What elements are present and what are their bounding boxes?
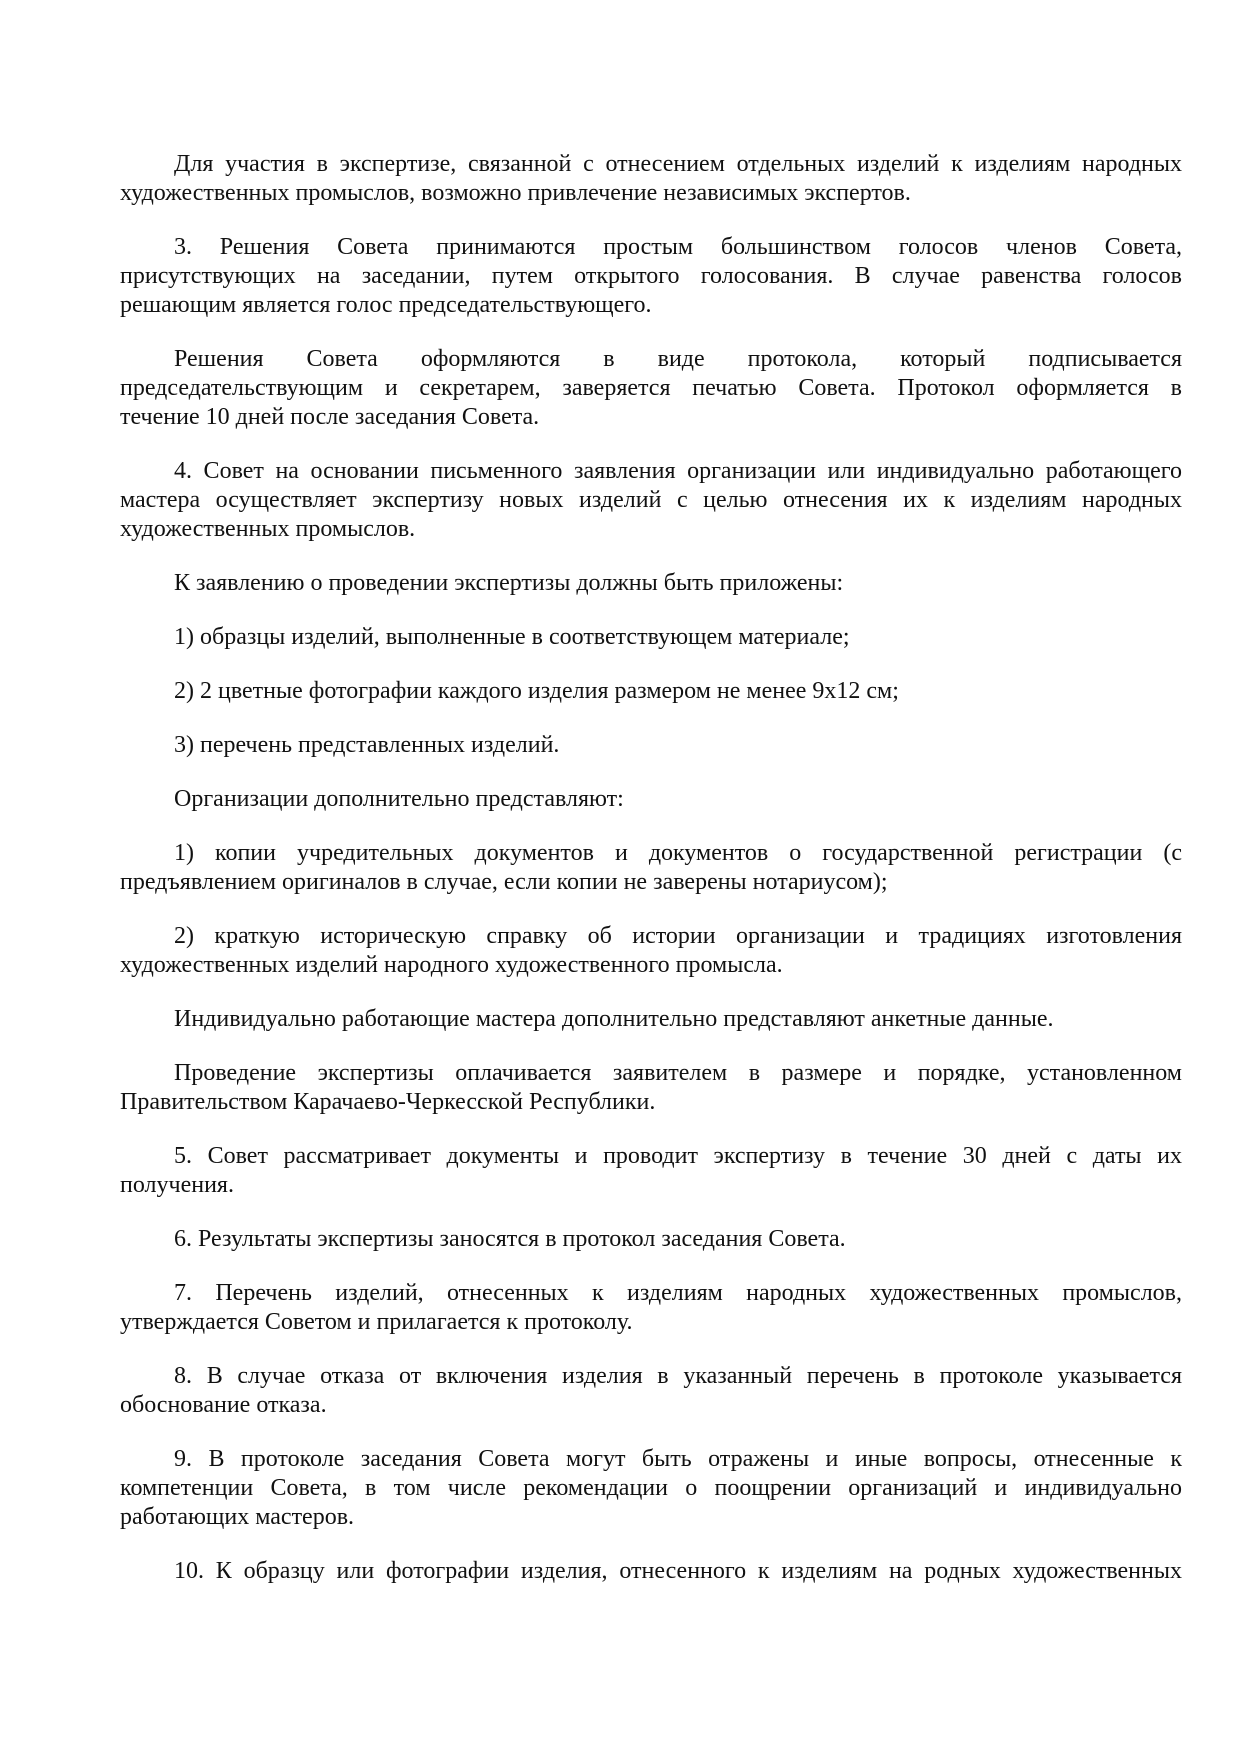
paragraph: [120, 922, 1182, 980]
text-line: получения.: [120, 1172, 234, 1198]
paragraph: [120, 233, 1182, 320]
text-line: Организации дополнительно представляют:: [174, 786, 624, 812]
paragraph: [120, 1445, 1182, 1532]
text-line: художественных промыслов.: [120, 516, 416, 542]
paragraph: [120, 839, 1182, 897]
text-line: компетенции Совета, в том числе рекомендации о поощрении организаций и индивидуально: [120, 1475, 1182, 1501]
paragraph: [120, 731, 1182, 760]
text-line: утверждается Советом и прилагается к протоколу.: [120, 1309, 633, 1335]
paragraph: [120, 1005, 1182, 1034]
paragraph: [120, 1279, 1182, 1337]
text-line: Для участия в экспертизе, связанной с отнесением отдельных изделий к изделиям народных: [174, 151, 1182, 177]
paragraph: [120, 457, 1182, 544]
text-line: предъявлением оригиналов в случае, если копии не заверены нотариусом);: [120, 869, 888, 895]
text-line: 4. Совет на основании письменного заявления организации или индивидуально работающего: [174, 458, 1182, 484]
paragraph: [120, 569, 1182, 598]
paragraph: [120, 677, 1182, 706]
text-line: мастера осуществляет экспертизу новых изделий с целью отнесения их к изделиям народных: [120, 487, 1182, 513]
text-line: 2) 2 цветные фотографии каждого изделия размером не менее 9x12 см;: [174, 678, 899, 704]
text-line: Решения Совета оформляются в виде протокола, который подписывается: [174, 346, 1182, 372]
text-line: присутствующих на заседании, путем открытого голосования. В случае равенства голосов: [120, 263, 1182, 289]
text-line: Индивидуально работающие мастера дополнительно представляют анкетные данные.: [174, 1006, 1054, 1032]
paragraph: [120, 785, 1182, 814]
paragraph: [120, 1557, 1182, 1586]
text-line: работающих мастеров.: [120, 1504, 355, 1530]
text-line: 1) копии учредительных документов и документов о государственной регистрации (с: [174, 840, 1182, 866]
text-line: течение 10 дней после заседания Совета.: [120, 404, 540, 430]
text-line: 3. Решения Совета принимаются простым большинством голосов членов Совета,: [174, 234, 1182, 260]
paragraph: [120, 1225, 1182, 1254]
paragraph: [120, 1142, 1182, 1200]
paragraph: [120, 150, 1182, 208]
text-line: решающим является голос председательствующего.: [120, 292, 652, 318]
text-line: 2) краткую историческую справку об истории организации и традициях изготовления: [174, 923, 1182, 949]
text-line: художественных изделий народного художественного промысла.: [120, 952, 783, 978]
document-page: [120, 150, 1182, 1611]
paragraph: [120, 623, 1182, 652]
text-line: 8. В случае отказа от включения изделия в указанный перечень в протоколе указывается: [174, 1363, 1182, 1389]
paragraph: [120, 1362, 1182, 1420]
paragraph: [120, 1059, 1182, 1117]
text-line: председательствующим и секретарем, заверяется печатью Совета. Протокол оформляется в: [120, 375, 1182, 401]
text-line: К заявлению о проведении экспертизы должны быть приложены:: [174, 570, 844, 596]
text-line: художественных промыслов, возможно привлечение независимых экспертов.: [120, 180, 911, 206]
paragraph: [120, 345, 1182, 432]
text-line: 10. К образцу или фотографии изделия, отнесенного к изделиям на родных художественных: [174, 1558, 1182, 1584]
text-line: 3) перечень представленных изделий.: [174, 732, 560, 758]
text-line: Правительством Карачаево-Черкесской Республики.: [120, 1089, 656, 1115]
text-line: Проведение экспертизы оплачивается заявителем в размере и порядке, установленном: [174, 1060, 1182, 1086]
text-line: 6. Результаты экспертизы заносятся в протокол заседания Совета.: [174, 1226, 846, 1252]
text-line: 5. Совет рассматривает документы и проводит экспертизу в течение 30 дней с даты их: [174, 1143, 1182, 1169]
text-line: обоснование отказа.: [120, 1392, 327, 1418]
text-line: 1) образцы изделий, выполненные в соответствующем материале;: [174, 624, 850, 650]
text-line: 7. Перечень изделий, отнесенных к изделиям народных художественных промыслов,: [174, 1280, 1182, 1306]
text-line: 9. В протоколе заседания Совета могут быть отражены и иные вопросы, отнесенные к: [174, 1446, 1182, 1472]
